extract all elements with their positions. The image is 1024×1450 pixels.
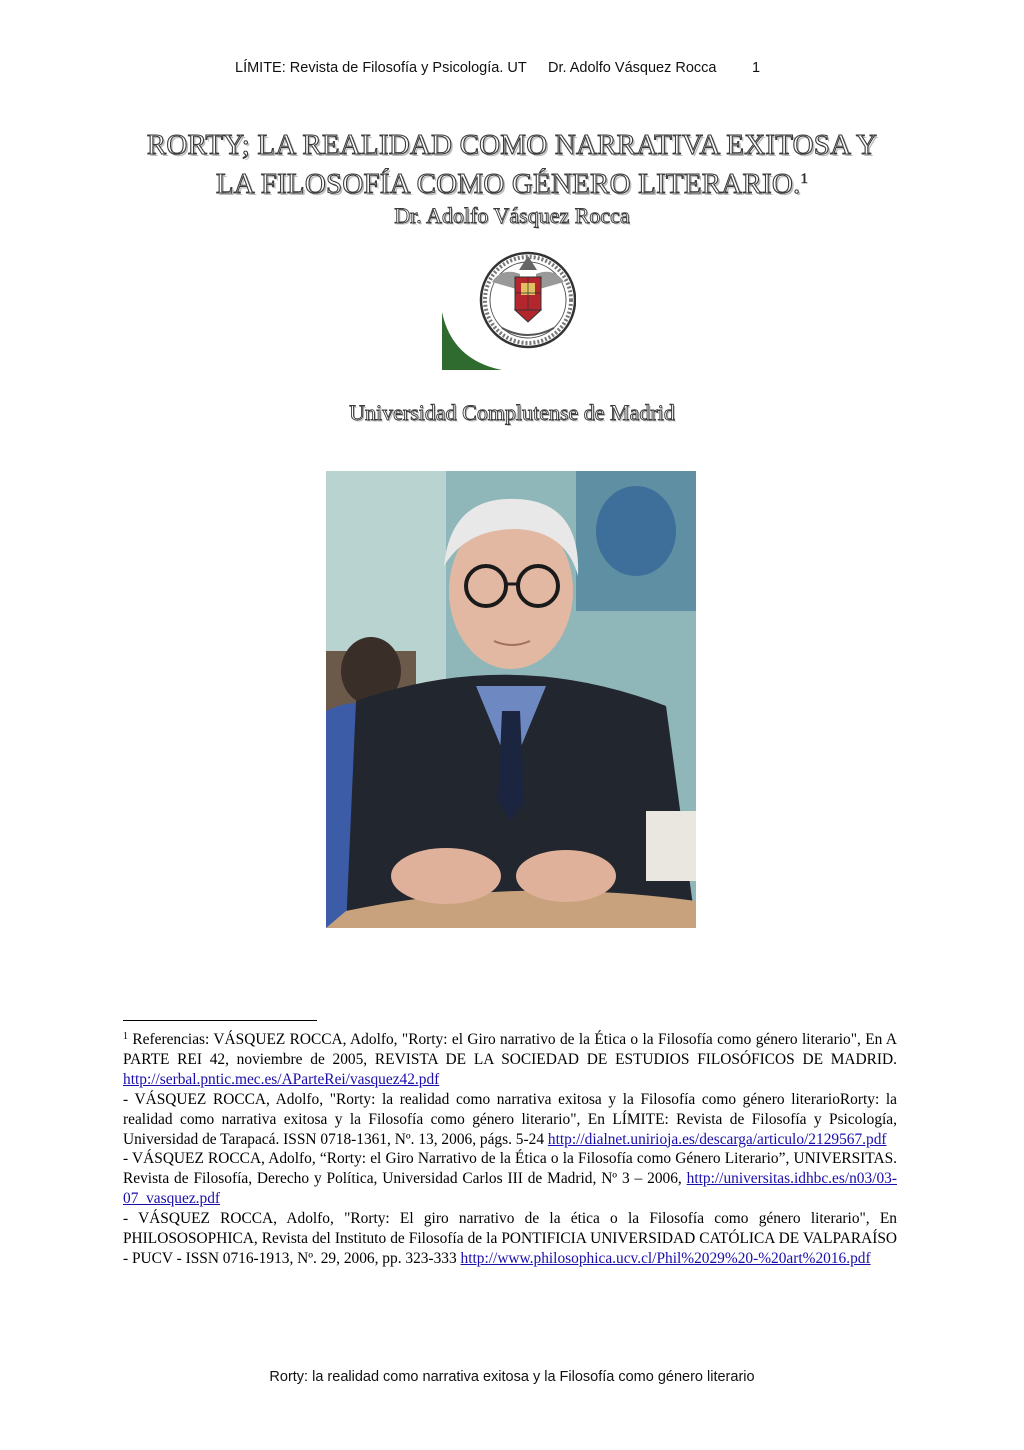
footnote-text: - VÁSQUEZ ROCCA, Adolfo, “Rorty: el Giro Narrativo de la Ética o la Filosofía como Género Literario”, UNIVERSITAS. Revista de Filosofía, Derecho y Política, Universidad Carlos III de Madrid, Nº 3 – 2006, xyxy=(123,1150,897,1188)
header-author: Dr. Adolfo Vásquez Rocca xyxy=(548,60,717,76)
footnote-separator xyxy=(123,1020,317,1021)
footnote-paragraph xyxy=(123,1090,897,1150)
footnote-link[interactable]: http://serbal.pntic.mec.es/AParteRei/vasquez42.pdf xyxy=(123,1070,440,1088)
title-line-1: RORTY; LA REALIDAD COMO NARRATIVA EXITOSA Y xyxy=(146,129,878,161)
page-footer: Rorty: la realidad como narrativa exitosa y la Filosofía como género literario xyxy=(269,1369,755,1385)
footnote-link[interactable]: http://www.philosophica.ucv.cl/Phil%2029%20-%20art%2016.pdf xyxy=(460,1249,871,1267)
title-footnote-mark: 1 xyxy=(800,171,809,187)
title-line-2: LA FILOSOFÍA COMO GÉNERO LITERARIO. xyxy=(215,168,801,200)
portrait-photo xyxy=(326,471,696,928)
footnote-link[interactable]: http://universitas.idhbc.es/n03/03-07_vasquez.pdf xyxy=(123,1170,897,1208)
footnote-paragraph xyxy=(123,1209,897,1269)
footnote-text: - VÁSQUEZ ROCCA, Adolfo, "Rorty: la realidad como narrativa exitosa y la Filosofía como género literarioRorty: la realidad como narrativa exitosa y la Filosofía como género literario", En LÍMITE: Revista de Filosofía y Psicología, Universidad de Tarapacá. ISSN 0718-1361, Nº. 13, 2006, págs. 5-24 xyxy=(123,1090,897,1148)
header-journal: LÍMITE: Revista de Filosofía y Psicología. UT xyxy=(235,60,527,76)
university-seal-logo xyxy=(442,242,576,370)
footnote-mark: 1 xyxy=(123,1031,128,1042)
author-name: Dr. Adolfo Vásquez Rocca xyxy=(394,203,630,228)
footnote-paragraph xyxy=(123,1149,897,1209)
document-title xyxy=(120,128,904,201)
header-page-number: 1 xyxy=(752,60,761,76)
footnote-link[interactable]: http://dialnet.unirioja.es/descarga/articulo/2129567.pdf xyxy=(547,1130,887,1148)
footnote-paragraph xyxy=(123,1027,897,1090)
footnote-text: - VÁSQUEZ ROCCA, Adolfo, "Rorty: El giro narrativo de la ética o la Filosofía como género literario", En PHILOSOSOPHICA, Revista del Instituto de Filosofía de la PONTIFICIA UNIVERSIDAD CATÓLICA DE VALPARAÍSO - PUCV - ISSN 0716-1913, Nº. 29, 2006, pp. 323-333 xyxy=(123,1210,897,1267)
footnote-text: Referencias: VÁSQUEZ ROCCA, Adolfo, "Rorty: el Giro narrativo de la Ética o la Filosofía como género literario", En A PARTE REI 42, noviembre de 2005, REVISTA DE LA SOCIEDAD DE ESTUDIOS FILOSÓFICOS DE MADRID. xyxy=(123,1031,897,1068)
university-name: Universidad Complutense de Madrid xyxy=(349,400,675,425)
footnotes xyxy=(123,1027,897,1269)
